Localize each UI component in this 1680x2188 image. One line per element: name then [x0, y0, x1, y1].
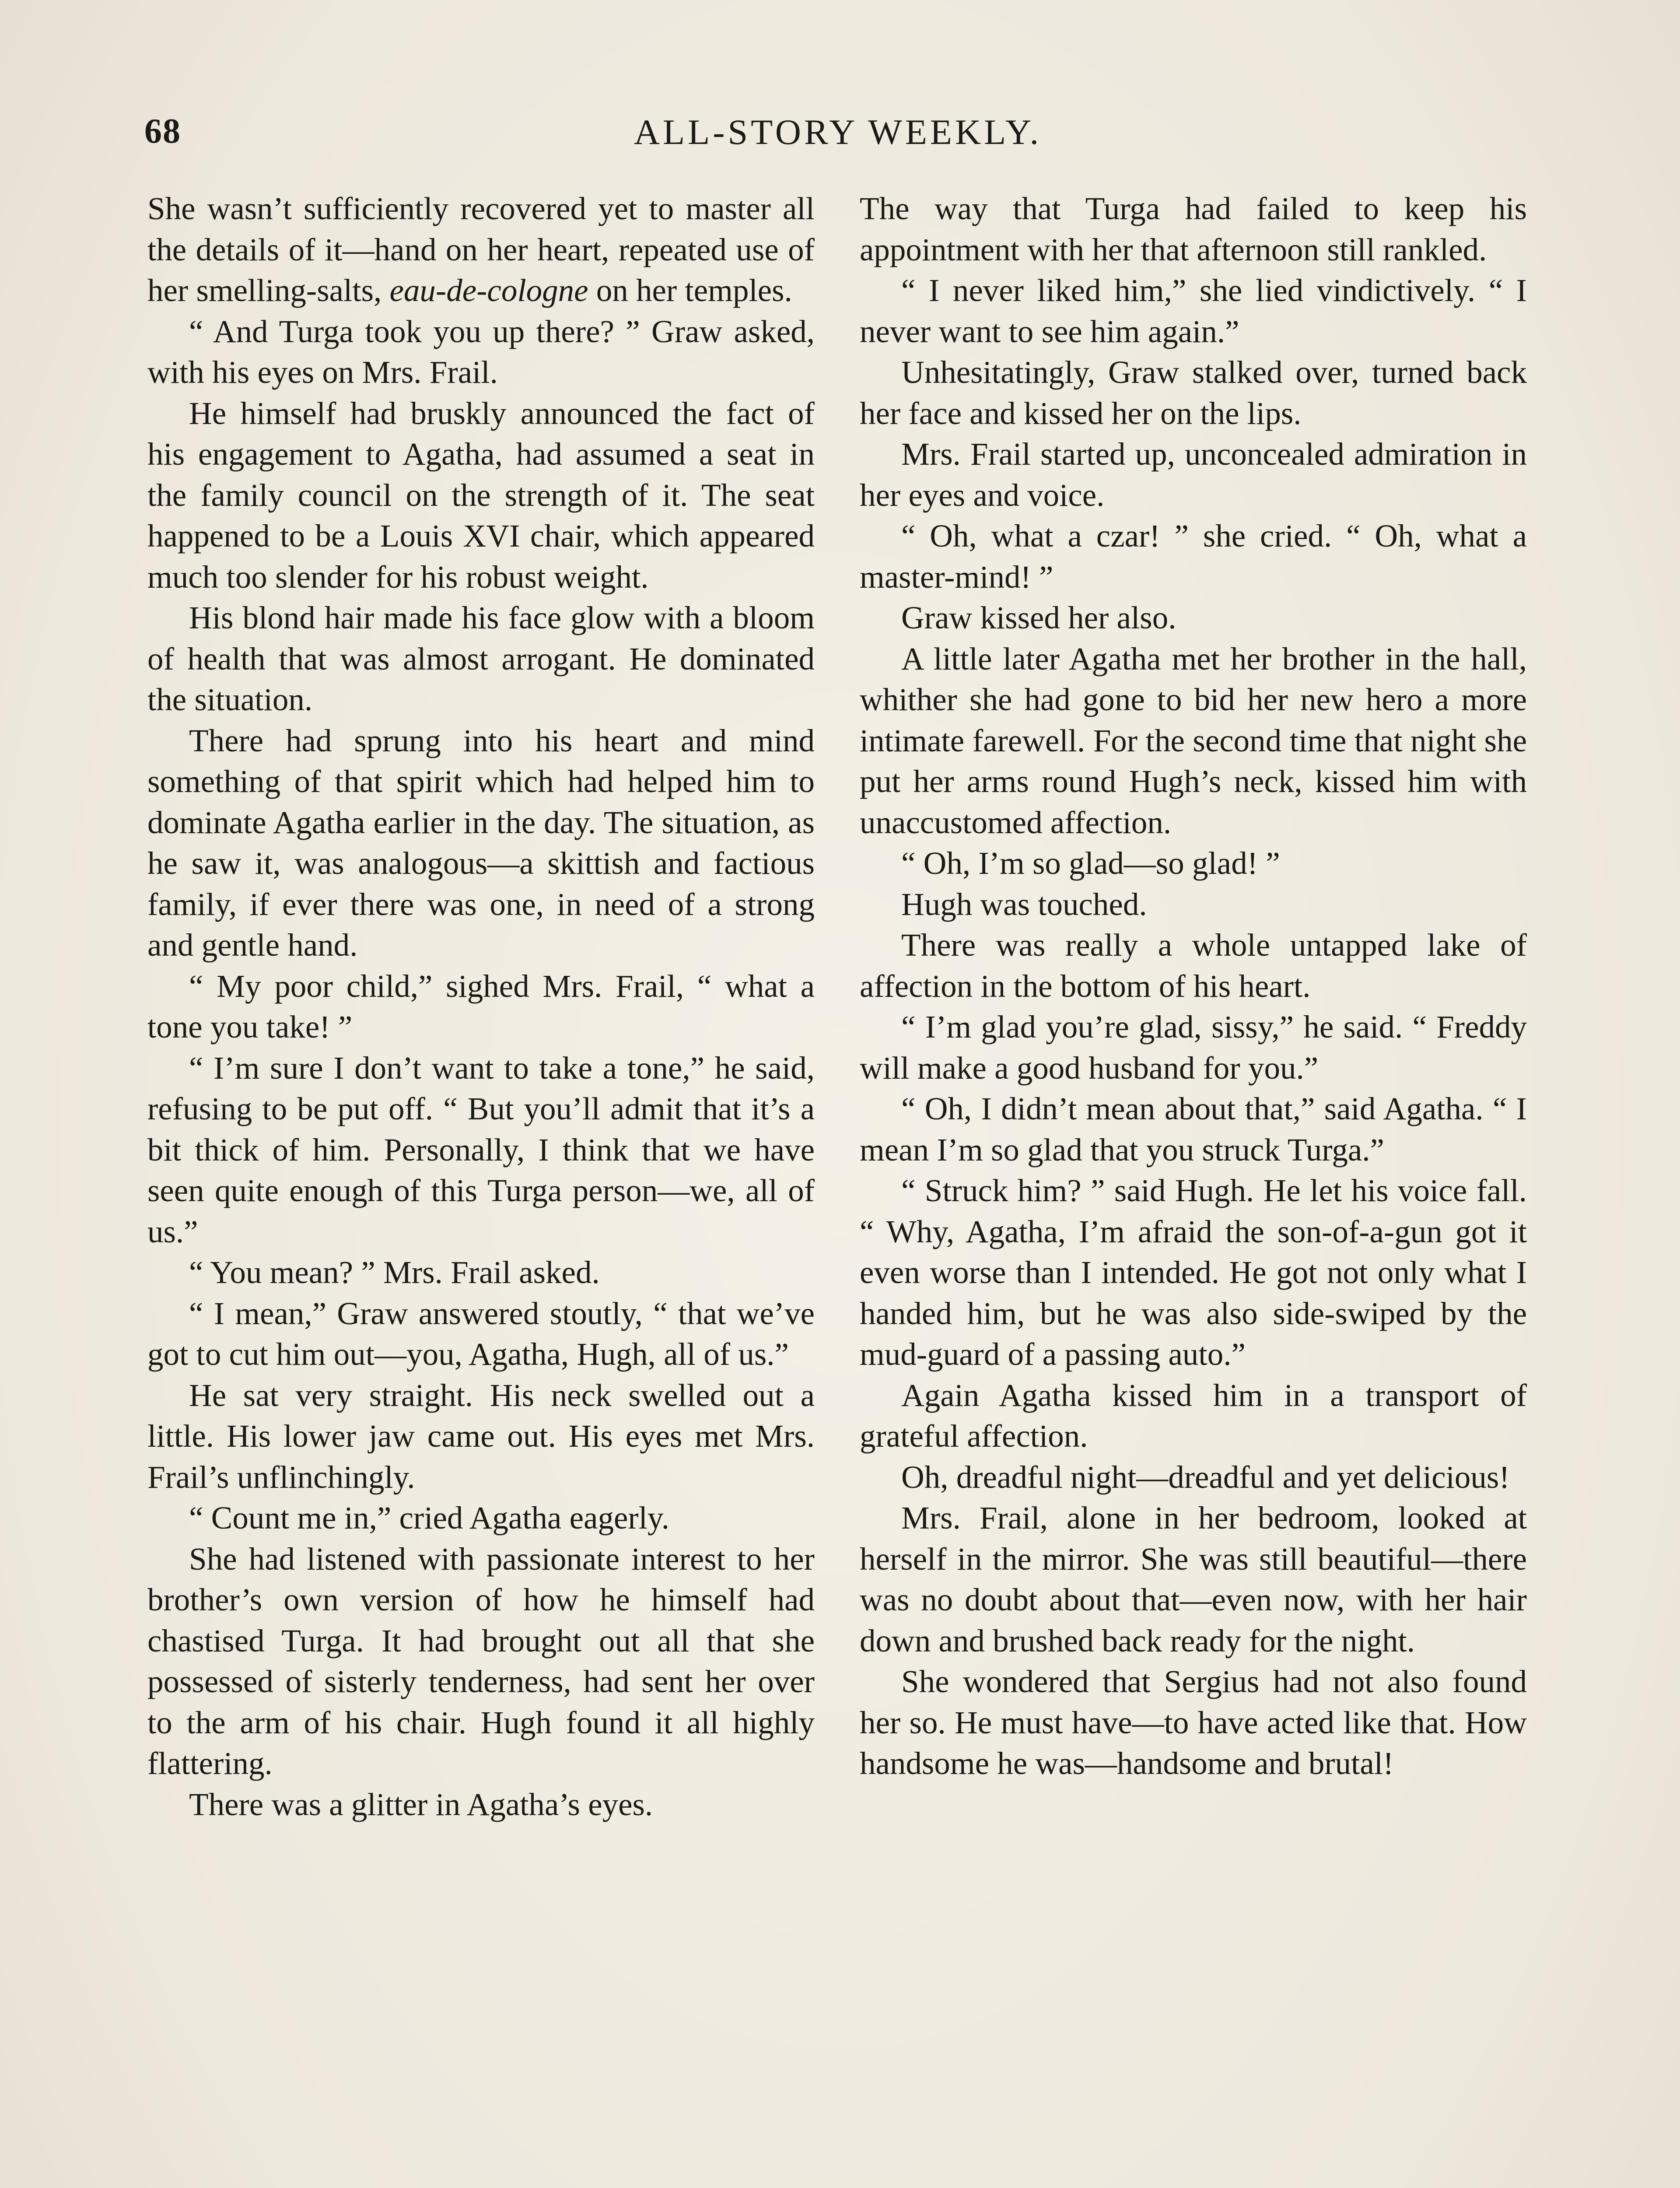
paragraph: There was really a whole untapped lake of affection in the bottom of his heart.	[860, 927, 1527, 1004]
paragraph: Oh, dreadful night—dreadful and yet delicious!	[901, 1459, 1510, 1495]
paragraph: “ I’m glad you’re glad, sissy,” he said. “ Freddy will make a good husband for you.”	[860, 1009, 1527, 1086]
paragraph: “ Oh, I’m so glad—so glad! ”	[901, 845, 1280, 881]
paragraph: He himself had bruskly announced the fact of his engagement to Agatha, had assumed a seat in the family council on the strength of it. The seat happened to be a Louis XVI chair, which appeared much too slender for his robust weight.	[147, 395, 815, 595]
paragraph: “ I mean,” Graw answered stoutly, “ that we’ve got to cut him out—you, Agatha, Hugh, all of us.”	[147, 1295, 815, 1372]
paragraph: She had listened with passionate interest to her brother’s own version of how he himself had chastised Turga. It had brought out all that she possessed of sisterly tenderness, had sent her over to the arm of his chair. Hugh found it all highly flattering.	[147, 1541, 815, 1781]
paragraph: He sat very straight. His neck swelled out a little. His lower jaw came out. His eyes met Mrs. Frail’s unflinchingly.	[147, 1377, 815, 1495]
left-column	[147, 188, 815, 1825]
paragraph: She wondered that Sergius had not also found her so. He must have—to have acted like that. How handsome he was—handsome and brutal!	[860, 1664, 1527, 1781]
paragraph: Hugh was touched.	[901, 886, 1147, 922]
page-header	[144, 112, 1531, 160]
page-number: 68	[144, 112, 181, 151]
paragraph: Mrs. Frail started up, unconcealed admiration in her eyes and voice.	[860, 436, 1527, 513]
paragraph: There was a glitter in Agatha’s eyes.	[189, 1786, 653, 1822]
paragraph: Unhesitatingly, Graw stalked over, turned back her face and kissed her on the lips.	[860, 354, 1527, 431]
running-title: ALL-STORY WEEKLY.	[634, 112, 1042, 152]
paragraph: She wasn’t sufficiently recovered yet to master all the details of it—hand on her heart, repeated use of her smelling-salts, eau-de-cologne on her temples.	[147, 191, 815, 308]
paragraph: There had sprung into his heart and mind something of that spirit which had helped him to dominate Agatha earlier in the day. The situation, as he saw it, was analogous—a skittish and factious family, if ever there was one, in need of a strong and gentle hand.	[147, 722, 815, 963]
paragraph: “ I’m sure I don’t want to take a tone,” he said, refusing to be put off. “ But you’ll admit that it’s a bit thick of him. Personally, I think that we have seen quite enough of this Turga person—we, all of us.”	[147, 1050, 815, 1249]
paragraph: Again Agatha kissed him in a transport of grateful affection.	[860, 1377, 1527, 1454]
paragraph: “ I never liked him,” she lied vindictively. “ I never want to see him again.”	[860, 273, 1527, 349]
paragraph: “ And Turga took you up there? ” Graw asked, with his eyes on Mrs. Frail.	[147, 313, 815, 390]
paragraph: “ Oh, what a czar! ” she cried. “ Oh, what a master-mind! ”	[860, 518, 1527, 595]
italic-phrase: eau-de-cologne	[389, 273, 588, 308]
paragraph: “ My poor child,” sighed Mrs. Frail, “ what a tone you take! ”	[147, 968, 815, 1045]
paragraph: A little later Agatha met her brother in the hall, whither she had gone to bid her new hero a more intimate farewell. For the second time that night she put her arms round Hugh’s neck, kissed him with unaccustomed affection.	[860, 641, 1527, 840]
column-gutter	[831, 188, 832, 2188]
paragraph: “ Struck him? ” said Hugh. He let his voice fall. “ Why, Agatha, I’m afraid the son-of-a-gun got it even worse than I intended. He got not only what I handed him, but he was also side-swiped by the mud-guard of a passing auto.”	[860, 1173, 1527, 1372]
paragraph: Mrs. Frail, alone in her bedroom, looked at herself in the mirror. She was still beautiful—there was no doubt about that—even now, with her hair down and brushed back ready for the night.	[860, 1500, 1527, 1659]
right-column	[860, 188, 1527, 1784]
paragraph: “ You mean? ” Mrs. Frail asked.	[189, 1255, 600, 1290]
paragraph: Graw kissed her also.	[901, 600, 1176, 635]
paragraph: “ Count me in,” cried Agatha eagerly.	[189, 1500, 669, 1536]
paragraph: The way that Turga had failed to keep his appointment with her that afternoon still rankled.	[860, 191, 1527, 267]
paragraph: “ Oh, I didn’t mean about that,” said Agatha. “ I mean I’m so glad that you struck Turga.”	[860, 1091, 1527, 1168]
paragraph: His blond hair made his face glow with a bloom of health that was almost arrogant. He dominated the situation.	[147, 600, 815, 717]
